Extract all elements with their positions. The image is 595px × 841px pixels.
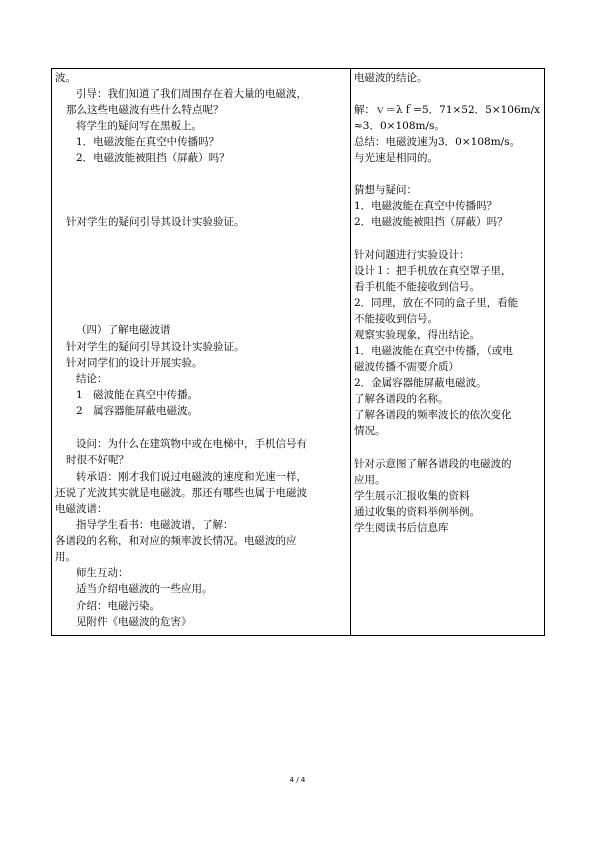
text-line: 各谱段的名称，和对应的频率波长情况。电磁波的应 [55, 535, 297, 547]
text-line: 与光速是相同的。 [354, 152, 438, 164]
text-line: 见附件《电磁波的危害》 [76, 616, 192, 628]
text-line: 观察实验现象，得出结论。 [354, 329, 480, 341]
text-line: 1．电磁波能在真空中传播，（或电 [354, 345, 513, 357]
text-line: 波。 [55, 72, 76, 84]
text-line: 通过收集的资料举例举例。 [354, 506, 480, 518]
text-line: 时很不好呢？ [66, 454, 129, 466]
text-line: 2．电磁波能被阻挡（屏蔽）吗？ [354, 216, 508, 228]
page-number: 4 / 4 [289, 776, 306, 784]
text-line: 针对同学们的设计开展实验。 [66, 357, 203, 369]
lesson-table [51, 68, 545, 636]
text-line: 转承语：刚才我们说过电磁波的速度和光速一样， [76, 471, 307, 483]
text-line: 设问：为什么在建筑物中或在电梯中，手机信号有 [76, 438, 307, 450]
text-line: 学生阅读书后信息库 [354, 522, 449, 534]
text-line: 1．电磁波能在真空中传播吗？ [354, 200, 498, 212]
text-line: 介绍：电磁污染。 [76, 600, 160, 612]
text-line: 结论： [76, 373, 108, 385]
text-line: 看手机能不能接收到信号。 [354, 281, 480, 293]
text-line: 学生展示汇报收集的资料 [354, 490, 470, 502]
text-line: 还说了光波其实就是电磁波。那还有哪些也属于电磁波 [55, 487, 307, 499]
text-line: 1 磁波能在真空中传播。 [76, 389, 199, 401]
section-heading: （四）了解电磁波谱 [76, 324, 171, 336]
teacher-activity-column [52, 69, 351, 635]
text-line: 了解各谱段的频率波长的依次变化 [354, 409, 512, 421]
text-line: 磁波传播不需要介质） [354, 361, 459, 373]
text-line: 师生互动： [76, 567, 129, 579]
text-line: 适当介绍电磁波的一些应用。 [76, 583, 213, 595]
formula-line: 解：ｖ＝λｆ=5．71×52．5×106m/x [354, 104, 541, 116]
text-line: 针对学生的疑问引导其设计实验验证。 [66, 341, 245, 353]
text-line: 针对学生的疑问引导其设计实验验证。 [66, 216, 245, 228]
text-line: 针对问题进行实验设计： [354, 249, 470, 261]
text-line: 2．电磁波能被阻挡（屏蔽）吗？ [76, 152, 230, 164]
formula-line: ≈3．0×108m/s。 [354, 120, 445, 132]
text-line: 总结：电磁波速为3．0×108m/s。 [354, 136, 521, 148]
text-line: 猜想与疑问： [354, 184, 417, 196]
text-line: 了解各谱段的名称。 [354, 393, 449, 405]
text-line: 情况。 [354, 425, 386, 437]
text-line: 电磁波谱： [55, 503, 108, 515]
text-line: 指导学生看书：电磁波谱，了解： [76, 519, 234, 531]
text-line: 用。 [55, 551, 76, 563]
text-line: 2．金属容器能屏蔽电磁波。 [354, 377, 487, 389]
student-activity-column [351, 69, 544, 635]
text-line: 不能接收到信号。 [354, 313, 438, 325]
text-line: 1．电磁波能在真空中传播吗？ [76, 136, 220, 148]
text-line: 将学生的疑问写在黑板上。 [76, 120, 202, 132]
text-line: 电磁波的结论。 [354, 72, 428, 84]
text-line: 设计１：把手机放在真空罩子里， [354, 265, 512, 277]
text-line: 针对示意图了解各谱段的电磁波的 [354, 458, 512, 470]
text-line: 那么这些电磁波有些什么特点呢？ [66, 104, 224, 116]
text-line: 引导：我们知道了我们周围存在着大量的电磁波， [76, 88, 307, 100]
text-line: 2 属容器能屏蔽电磁波。 [76, 405, 199, 417]
text-line: 应用。 [354, 474, 386, 486]
text-line: 2．同理，放在不同的盒子里，看能 [354, 297, 519, 309]
